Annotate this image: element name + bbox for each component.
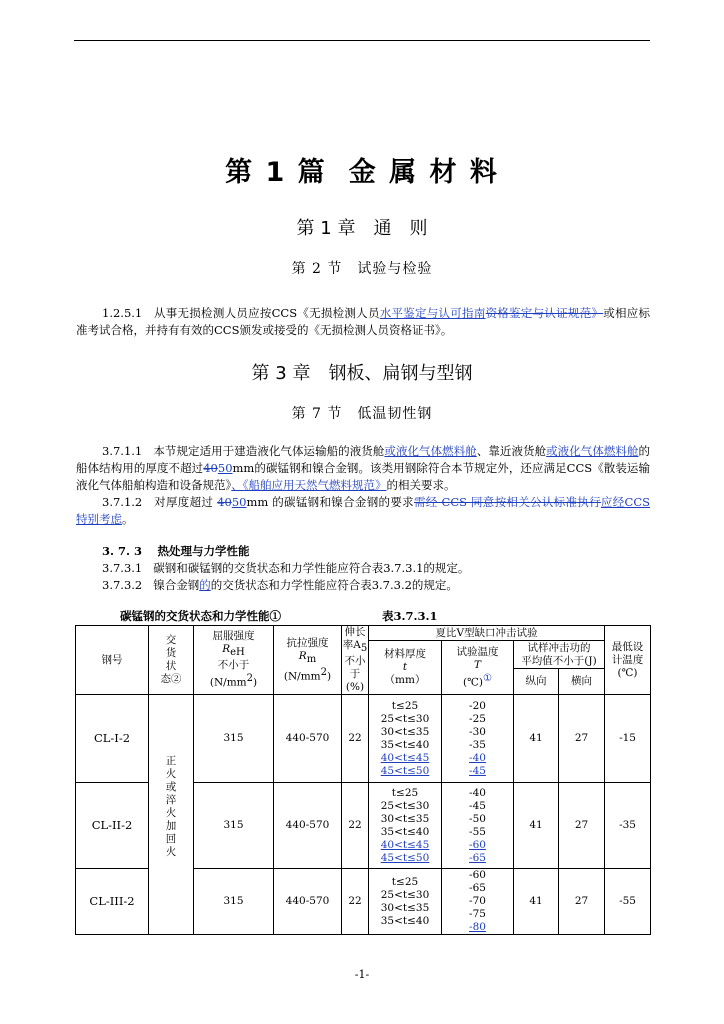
cell-value: -70 bbox=[469, 895, 486, 908]
cell-value: -75 bbox=[469, 908, 486, 921]
inserted-text: 水平鉴定与认可指南 bbox=[379, 306, 486, 320]
cell-grade: CL-III-2 bbox=[76, 869, 149, 935]
header-charpy-group: 夏比V型缺口冲击试验 bbox=[369, 626, 605, 641]
cell-long: 41 bbox=[514, 869, 559, 935]
cell-value: -65 bbox=[469, 851, 486, 864]
inserted-text: 或液化气体燃料舱 bbox=[384, 444, 477, 458]
para-num: 3.7.3.2 bbox=[102, 578, 143, 592]
header-min-design-temp: 最低设 计温度 (℃) bbox=[605, 626, 651, 695]
header-transverse: 横向 bbox=[559, 669, 605, 695]
header-rule bbox=[74, 40, 650, 41]
cell-temp-list bbox=[442, 695, 514, 783]
cell-temp-list bbox=[442, 869, 514, 935]
part-name: 金 属 材 料 bbox=[348, 157, 499, 188]
deleted-text: 资格鉴定与认证规范》 bbox=[485, 306, 604, 320]
cell-yield: 315 bbox=[194, 695, 274, 783]
cell-trans: 27 bbox=[559, 695, 605, 783]
deleted-text: 需经 CCS 同意按相关公认标准执行 bbox=[413, 495, 601, 509]
cell-value: 45<t≤50 bbox=[380, 851, 430, 864]
inserted-text: 50 bbox=[217, 461, 233, 475]
header-impact-energy: 试样冲击功的 平均值不小于(J) bbox=[514, 641, 605, 669]
cell-value: -65 bbox=[469, 882, 486, 895]
cell-value: -60 bbox=[469, 838, 486, 851]
chapter-3-title: 第 3 章 钢板、扁钢与型钢 bbox=[251, 363, 473, 384]
header-tensile: 抗拉强度 $R_m$ $(N/mm^2)$ bbox=[274, 626, 342, 695]
para-text: 的船体结构用的厚度不超过 bbox=[76, 444, 651, 475]
cell-value: 35<t≤40 bbox=[380, 738, 430, 751]
cell-value: -20 bbox=[469, 699, 486, 712]
section-7-title: 第 7 节 低温韧性钢 bbox=[291, 406, 433, 422]
cell-value: -40 bbox=[469, 786, 486, 799]
cell-trans: 27 bbox=[559, 869, 605, 935]
header-longitudinal: 纵向 bbox=[514, 669, 559, 695]
header-thickness: 材料厚度 t （mm） bbox=[369, 641, 442, 695]
para-num: 1.2.5.1 bbox=[102, 306, 143, 320]
cell-value: 40<t≤45 bbox=[380, 751, 430, 764]
cell-value: 35<t≤40 bbox=[380, 825, 430, 838]
header-delivery: 交 货 状 态② bbox=[149, 626, 194, 695]
cell-value: 45<t≤50 bbox=[380, 764, 430, 777]
steel-properties-table bbox=[75, 625, 651, 935]
cell-yield: 315 bbox=[194, 869, 274, 935]
cell-value: t≤25 bbox=[391, 699, 419, 712]
para-text: 。 bbox=[122, 512, 134, 526]
cell-value: 25<t≤30 bbox=[380, 712, 430, 725]
cell-temp-list bbox=[442, 783, 514, 869]
cell-thickness-list bbox=[369, 869, 442, 935]
inserted-text: 、《船舶应用天然气燃料规范》 bbox=[231, 478, 387, 492]
cell-value: -80 bbox=[469, 921, 486, 934]
header-test-temp: 试验温度 T (℃)① bbox=[442, 641, 514, 695]
para-num: 3.7.3.1 bbox=[102, 561, 143, 575]
cell-value: 35<t≤40 bbox=[380, 914, 430, 927]
inserted-text: 50 bbox=[231, 495, 247, 509]
para-num: 3.7.1.1 bbox=[102, 444, 143, 458]
cell-value: -30 bbox=[469, 725, 486, 738]
para-num: 3.7.1.2 bbox=[102, 495, 143, 509]
cell-value: -25 bbox=[469, 712, 486, 725]
para-text: 、靠近液货舱 bbox=[476, 444, 547, 458]
para-text: 的相关要求。 bbox=[386, 478, 456, 492]
deleted-text: 40 bbox=[203, 461, 218, 475]
cell-elongation: 22 bbox=[342, 869, 369, 935]
part-title bbox=[0, 150, 724, 189]
subsection-title: 3. 7. 3 热处理与力学性能 bbox=[102, 544, 250, 558]
cell-value: 30<t≤35 bbox=[380, 901, 430, 914]
header-grade: 钢号 bbox=[76, 626, 149, 695]
para-1-2-5-1 bbox=[76, 305, 650, 339]
cell-long: 41 bbox=[514, 783, 559, 869]
table-caption: 碳锰钢的交货状态和力学性能① bbox=[120, 609, 281, 623]
cell-delivery-state: 正 火 或 淬 火 加 回 火 bbox=[149, 695, 194, 935]
para-text: mm的碳锰钢和镍合金钢。该类用钢除符合本节规定外，还应满足CCS《散装运输液化气体船舶构造和设备规范》 bbox=[76, 461, 650, 492]
para-3-7-1-1 bbox=[76, 443, 650, 494]
para-3-7-3-1 bbox=[76, 560, 650, 577]
table-row bbox=[76, 695, 651, 783]
cell-value: -45 bbox=[469, 799, 486, 812]
cell-value: -40 bbox=[469, 751, 486, 764]
header-yield: 屈服强度 $R_{eH}$ 不小于 $(N/mm^2)$ bbox=[194, 626, 274, 695]
chapter-1-title: 第 1 章 通 则 bbox=[296, 218, 428, 239]
cell-value: 30<t≤35 bbox=[380, 725, 430, 738]
cell-tensile: 440-570 bbox=[274, 695, 342, 783]
cell-value: 40<t≤45 bbox=[380, 838, 430, 851]
para-text: 镍合金钢 bbox=[153, 578, 200, 592]
deleted-text: 40 bbox=[217, 495, 232, 509]
inserted-text: 或液化气体燃料舱 bbox=[546, 444, 639, 458]
cell-value: -45 bbox=[469, 764, 486, 777]
page-number: -1- bbox=[354, 968, 370, 981]
para-text: 对厚度超过 bbox=[154, 495, 214, 509]
cell-mdt: -55 bbox=[605, 869, 651, 935]
cell-thickness-list bbox=[369, 783, 442, 869]
para-text: 的交货状态和力学性能应符合表3.7.3.2的规定。 bbox=[210, 578, 458, 592]
cell-value: 25<t≤30 bbox=[380, 799, 430, 812]
para-3-7-1-2 bbox=[76, 494, 650, 528]
cell-tensile: 440-570 bbox=[274, 869, 342, 935]
cell-grade: CL-I-2 bbox=[76, 695, 149, 783]
section-2-title: 第 2 节 试验与检验 bbox=[291, 261, 433, 277]
para-3-7-3-2 bbox=[76, 577, 650, 594]
para-text: 本节规定适用于建造液化气体运输船的液货舱 bbox=[153, 444, 385, 458]
cell-value: 30<t≤35 bbox=[380, 812, 430, 825]
para-text: mm 的碳锰钢和镍合金钢的要求 bbox=[246, 495, 414, 509]
cell-value: -55 bbox=[469, 825, 486, 838]
cell-value: -50 bbox=[469, 812, 486, 825]
para-text: 碳钢和碳锰钢的交货状态和力学性能应符合表3.7.3.1的规定。 bbox=[153, 561, 470, 575]
header-elongation: 伸长 率$A_5$ 不小 于 (%) bbox=[342, 626, 368, 694]
cell-elongation: 22 bbox=[342, 783, 369, 869]
cell-mdt: -35 bbox=[605, 783, 651, 869]
cell-value: -60 bbox=[469, 869, 486, 882]
part-number: 第 1 篇 bbox=[225, 157, 327, 188]
subsection-3-7-3 bbox=[76, 543, 650, 560]
cell-value: -35 bbox=[469, 738, 486, 751]
cell-trans: 27 bbox=[559, 783, 605, 869]
cell-value: 25<t≤30 bbox=[380, 888, 430, 901]
cell-thickness-list bbox=[369, 695, 442, 783]
cell-value: t≤25 bbox=[391, 786, 419, 799]
cell-long: 41 bbox=[514, 695, 559, 783]
cell-tensile: 440-570 bbox=[274, 783, 342, 869]
table-number: 表3.7.3.1 bbox=[382, 609, 438, 623]
inserted-text: 的 bbox=[199, 578, 211, 592]
cell-mdt: -15 bbox=[605, 695, 651, 783]
cell-value: t≤25 bbox=[391, 875, 419, 888]
para-text: 或相应标准考试合格，并持有有效的CCS颁发或接受的《无损检测人员资格证书》。 bbox=[76, 306, 651, 337]
para-text: 从事无损检测人员应按CCS《无损检测人员 bbox=[154, 306, 380, 320]
cell-grade: CL-II-2 bbox=[76, 783, 149, 869]
cell-yield: 315 bbox=[194, 783, 274, 869]
cell-elongation: 22 bbox=[342, 695, 369, 783]
inserted-text: 应经CCS 特别考虑 bbox=[76, 495, 651, 526]
